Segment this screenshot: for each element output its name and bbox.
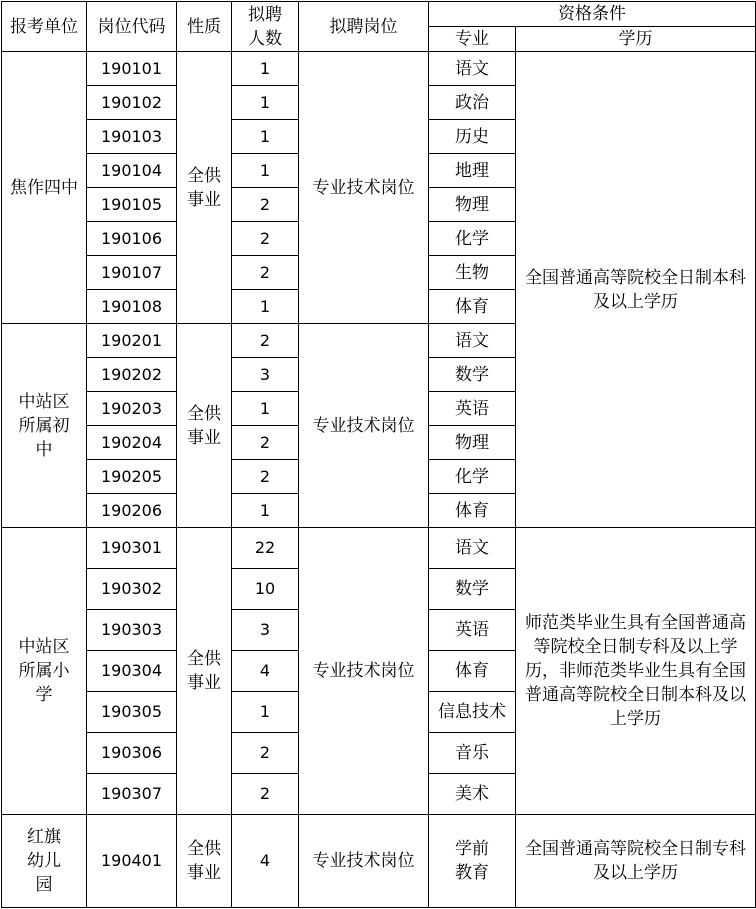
major-cell: 体育: [429, 290, 516, 324]
code-cell: 190202: [87, 358, 177, 392]
count-cell: 2: [232, 733, 299, 774]
code-cell: 190204: [87, 426, 177, 460]
major-cell: 化学: [429, 460, 516, 494]
header-education: 学历: [516, 27, 756, 52]
code-cell: 190203: [87, 392, 177, 426]
count-cell: 4: [232, 651, 299, 692]
major-cell: 数学: [429, 569, 516, 610]
count-cell: 22: [232, 528, 299, 569]
count-cell: 1: [232, 154, 299, 188]
header-unit: 报考单位: [2, 2, 87, 52]
table-row: [2, 52, 756, 86]
count-cell: 2: [232, 188, 299, 222]
major-cell: 语文: [429, 52, 516, 86]
code-cell: 190106: [87, 222, 177, 256]
nature-cell: 全供事业: [177, 815, 232, 908]
position-cell: 专业技术岗位: [299, 815, 429, 908]
code-cell: 190104: [87, 154, 177, 188]
count-cell: 2: [232, 222, 299, 256]
position-cell: 专业技术岗位: [299, 52, 429, 324]
recruitment-table: [1, 1, 756, 908]
count-cell: 1: [232, 52, 299, 86]
code-cell: 190108: [87, 290, 177, 324]
code-cell: 190307: [87, 774, 177, 815]
major-cell: 物理: [429, 188, 516, 222]
header-qualification: 资格条件: [429, 2, 756, 27]
major-cell: 体育: [429, 651, 516, 692]
nature-cell: 全供事业: [177, 324, 232, 528]
position-cell: 专业技术岗位: [299, 528, 429, 815]
major-cell: 信息技术: [429, 692, 516, 733]
code-cell: 190401: [87, 815, 177, 908]
major-cell: 物理: [429, 426, 516, 460]
major-cell: 数学: [429, 358, 516, 392]
education-cell: 师范类毕业生具有全国普通高等院校全日制专科及以上学历，非师范类毕业生具有全国普通高等院校全日制本科及以上学历: [516, 528, 756, 815]
education-cell: 全国普通高等院校全日制本科及以上学历: [516, 52, 756, 528]
code-cell: 190107: [87, 256, 177, 290]
major-cell: 语文: [429, 324, 516, 358]
header-row: [2, 2, 756, 27]
table-row: [2, 815, 756, 908]
count-cell: 1: [232, 494, 299, 528]
count-cell: 1: [232, 290, 299, 324]
header-code: 岗位代码: [87, 2, 177, 52]
count-cell: 1: [232, 120, 299, 154]
code-cell: 190206: [87, 494, 177, 528]
major-cell: 音乐: [429, 733, 516, 774]
table-row: [2, 528, 756, 569]
count-cell: 2: [232, 426, 299, 460]
count-cell: 1: [232, 392, 299, 426]
code-cell: 190205: [87, 460, 177, 494]
count-cell: 2: [232, 256, 299, 290]
header-nature: 性质: [177, 2, 232, 52]
code-cell: 190201: [87, 324, 177, 358]
education-cell: 全国普通高等院校全日制专科及以上学历: [516, 815, 756, 908]
position-cell: 专业技术岗位: [299, 324, 429, 528]
count-cell: 2: [232, 774, 299, 815]
header-count: 拟聘人数: [232, 2, 299, 52]
major-cell: 学前教育: [429, 815, 516, 908]
major-cell: 化学: [429, 222, 516, 256]
code-cell: 190303: [87, 610, 177, 651]
code-cell: 190105: [87, 188, 177, 222]
major-cell: 英语: [429, 392, 516, 426]
major-cell: 英语: [429, 610, 516, 651]
unit-cell: 中站区所属初中: [2, 324, 87, 528]
major-cell: 历史: [429, 120, 516, 154]
unit-cell: 红旗幼儿园: [2, 815, 87, 908]
count-cell: 3: [232, 358, 299, 392]
count-cell: 4: [232, 815, 299, 908]
count-cell: 2: [232, 324, 299, 358]
nature-cell: 全供事业: [177, 52, 232, 324]
code-cell: 190304: [87, 651, 177, 692]
major-cell: 生物: [429, 256, 516, 290]
major-cell: 体育: [429, 494, 516, 528]
nature-cell: 全供事业: [177, 528, 232, 815]
code-cell: 190103: [87, 120, 177, 154]
major-cell: 地理: [429, 154, 516, 188]
code-cell: 190306: [87, 733, 177, 774]
code-cell: 190305: [87, 692, 177, 733]
count-cell: 3: [232, 610, 299, 651]
code-cell: 190101: [87, 52, 177, 86]
major-cell: 美术: [429, 774, 516, 815]
major-cell: 政治: [429, 86, 516, 120]
code-cell: 190302: [87, 569, 177, 610]
unit-cell: 中站区所属小学: [2, 528, 87, 815]
unit-cell: 焦作四中: [2, 52, 87, 324]
major-cell: 语文: [429, 528, 516, 569]
header-position: 拟聘岗位: [299, 2, 429, 52]
count-cell: 1: [232, 692, 299, 733]
code-cell: 190301: [87, 528, 177, 569]
code-cell: 190102: [87, 86, 177, 120]
header-major: 专业: [429, 27, 516, 52]
count-cell: 10: [232, 569, 299, 610]
count-cell: 2: [232, 460, 299, 494]
count-cell: 1: [232, 86, 299, 120]
